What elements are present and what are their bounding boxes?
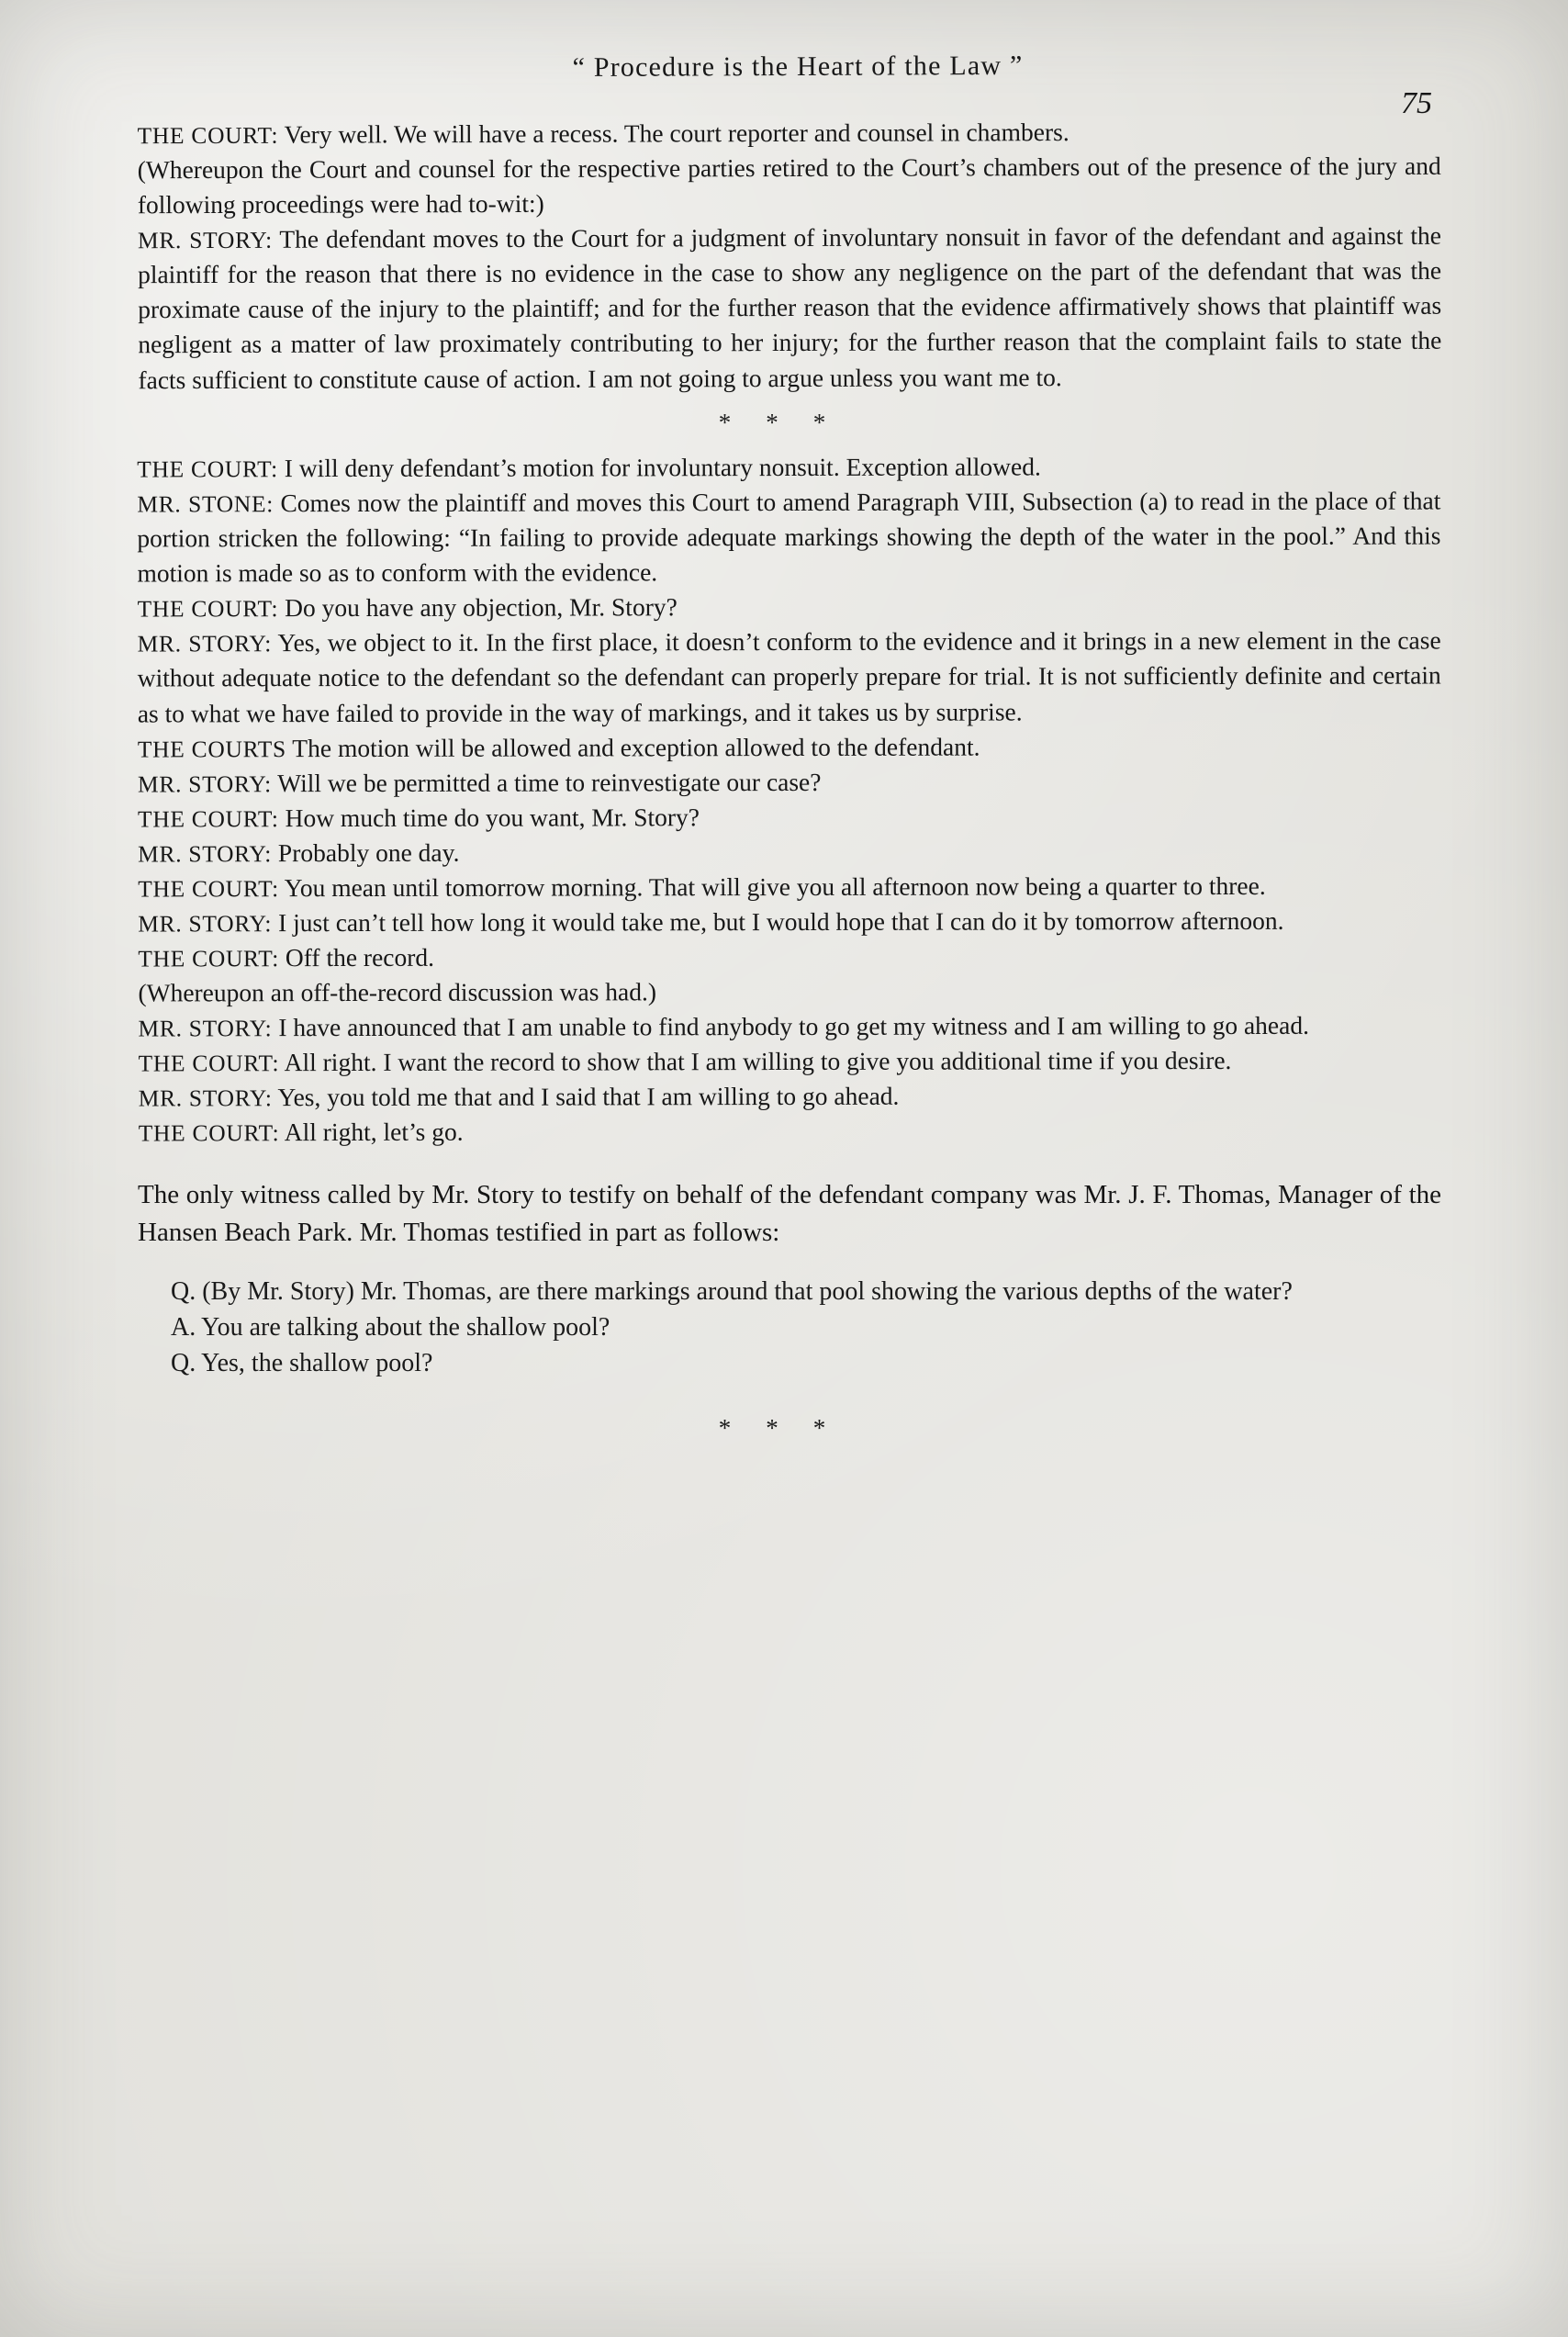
transcript-paragraph bbox=[138, 149, 1441, 223]
paragraph-text: How much time do you want, Mr. Story? bbox=[278, 802, 700, 832]
transcript-paragraph bbox=[137, 448, 1440, 486]
running-head: “ Procedure is the Heart of the Law ” bbox=[572, 50, 1024, 84]
speaker-label: THE COURT: bbox=[138, 874, 279, 903]
star-glyph: * bbox=[766, 1414, 813, 1443]
paragraph-text: I just can’t tell how long it would take me, but I would hope that I can do it by tomorrow afternoon. bbox=[272, 905, 1284, 937]
paragraph-text: I have announced that I am unable to find anybody to go get my witness and I am willing to go ahead. bbox=[272, 1010, 1309, 1042]
paragraph-text: Off the record. bbox=[278, 942, 435, 972]
transcript-paragraph bbox=[138, 798, 1441, 836]
speaker-label: THE COURT: bbox=[137, 595, 279, 623]
speaker-label: THE COURT: bbox=[138, 804, 279, 832]
star-glyph: * bbox=[718, 408, 767, 436]
paragraph-text: (Whereupon the Court and counsel for the respective parties retired to the Court’s chambers out of the presence of the jury and following proceedings were had to-wit:) bbox=[137, 151, 1441, 219]
speaker-label: MR. STONE: bbox=[137, 489, 274, 518]
speaker-label: MR. STORY: bbox=[138, 1015, 273, 1042]
speaker-label: MR. STORY: bbox=[137, 770, 272, 797]
speaker-label: THE COURT: bbox=[137, 121, 279, 150]
transcript-paragraph bbox=[138, 868, 1441, 905]
transcript-paragraph bbox=[138, 1007, 1441, 1045]
qa-line: Q. Yes, the shallow pool? bbox=[171, 1348, 433, 1377]
paragraph-text: Very well. We will have a recess. The court reporter and counsel in chambers. bbox=[278, 118, 1070, 149]
paragraph-text: All right, let’s go. bbox=[279, 1117, 464, 1147]
transcript-paragraph bbox=[138, 972, 1441, 1010]
paragraph-text: (Whereupon an off-the-record discussion was had.) bbox=[138, 977, 657, 1007]
transcript-paragraph bbox=[139, 1078, 1442, 1116]
transcript-paragraph bbox=[138, 114, 1441, 153]
transcript-paragraph bbox=[138, 903, 1441, 940]
speaker-label: THE COURT: bbox=[138, 1050, 280, 1077]
transcript-paragraph bbox=[138, 219, 1442, 398]
transcript-block-two bbox=[137, 448, 1442, 1151]
paragraph-text: All right. I want the record to show that I am willing to give you additional time if you desire. bbox=[279, 1045, 1232, 1077]
paragraph-text: Yes, you told me that and I said that I am willing to go ahead. bbox=[272, 1081, 900, 1112]
transcript-paragraph bbox=[138, 938, 1441, 975]
qa-line: A. You are talking about the shallow pool? bbox=[171, 1313, 610, 1342]
qa-line: Q. (By Mr. Story) Mr. Thomas, are there markings around that pool showing the various depths of the water? bbox=[171, 1277, 1293, 1307]
star-glyph: * bbox=[766, 408, 813, 436]
paragraph-text: The defendant moves to the Court for a judgment of involuntary nonsuit in favor of the defendant and against the plaintiff for the reason that there is no evidence in the case to show any negligence on the part of the defendant that was the proximate cause of the injury to the plaintiff; and for the further reason that the evidence affirmatively shows that plaintiff was negligent as a matter of law proximately contributing to her injury; for the further reason that the complaint fails to state the facts sufficient to constitute cause of action. I am not going to argue unless you want me to. bbox=[138, 221, 1442, 394]
paragraph-text: Probably one day. bbox=[271, 837, 460, 867]
star-glyph: * bbox=[812, 408, 861, 436]
transcript-paragraph bbox=[137, 483, 1440, 590]
speaker-label: MR. STORY: bbox=[138, 839, 273, 867]
star-glyph: * bbox=[812, 1414, 861, 1443]
transcript-paragraph bbox=[139, 1113, 1442, 1151]
paragraph-text: Comes now the plaintiff and moves this Court to amend Paragraph VIII, Subsection (a) to read in the place of that portion stricken the following: “In failing to provide adequate markings showing the depth of the water in the pool.” And this motion is made so as to conform with the evidence. bbox=[137, 486, 1441, 588]
transcript-paragraph bbox=[138, 833, 1441, 871]
paragraph-text: You mean until tomorrow morning. That will give you all afternoon now being a quarter to three. bbox=[278, 871, 1266, 902]
qa-block bbox=[138, 1275, 1441, 1381]
speaker-label: THE COURTS bbox=[137, 735, 286, 762]
speaker-label: THE COURT: bbox=[137, 455, 278, 483]
bottom-divider-stars bbox=[138, 1414, 1441, 1443]
narration-paragraph: The only witness called by Mr. Story to testify on behalf of the defendant company was Mr. J. F. Thomas, Manager of the Hansen Beach Park. Mr. Thomas testified in part as follows: bbox=[138, 1180, 1441, 1247]
transcript-paragraph bbox=[139, 1042, 1442, 1080]
speaker-label: MR. STORY: bbox=[137, 227, 273, 254]
paragraph-text: Yes, we object to it. In the first place, it doesn’t conform to the evidence and it brings in a new element in the case without adequate notice to the defendant so the defendant can properly prepare for trial. It is not sufficiently definite and certain as to what we have failed to provide in the way of markings, and it takes us by surprise. bbox=[137, 625, 1441, 727]
star-glyph: * bbox=[718, 1414, 767, 1443]
transcript-paragraph bbox=[138, 624, 1441, 731]
speaker-label: THE COURT: bbox=[138, 944, 280, 972]
speaker-label: THE COURT: bbox=[138, 1119, 280, 1147]
page-content bbox=[138, 51, 1441, 1443]
transcript-paragraph bbox=[138, 588, 1441, 625]
speaker-label: MR. STORY: bbox=[137, 630, 273, 657]
transcript-paragraph bbox=[138, 763, 1441, 801]
paragraph-text: Do you have any objection, Mr. Story? bbox=[278, 592, 678, 623]
transcript-paragraph bbox=[138, 728, 1441, 766]
paragraph-text: Will we be permitted a time to reinvestigate our case? bbox=[271, 767, 822, 797]
speaker-label: MR. STORY: bbox=[138, 909, 273, 938]
section-divider-stars bbox=[138, 409, 1441, 437]
speaker-label: MR. STORY: bbox=[138, 1084, 273, 1112]
page-number: 75 bbox=[1401, 86, 1432, 120]
paragraph-text: The motion will be allowed and exception allowed to the defendant. bbox=[286, 731, 980, 762]
transcript-block-one bbox=[138, 114, 1442, 398]
paragraph-text: I will deny defendant’s motion for involuntary nonsuit. Exception allowed. bbox=[277, 452, 1041, 482]
